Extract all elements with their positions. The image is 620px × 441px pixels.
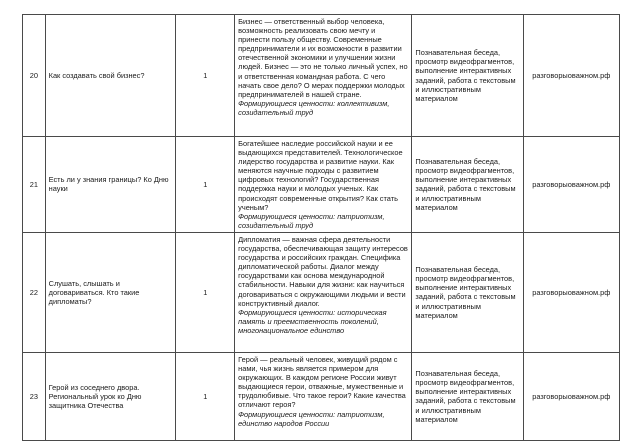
content-values: Формирующиеся ценности: патриотизм, единство народов России: [238, 409, 385, 428]
lesson-content: [235, 232, 412, 352]
lesson-forms: Познавательная беседа, просмотр видеофрагментов, выполнение интерактивных заданий, работа с текстовым и иллюстративным материалом: [412, 352, 523, 440]
lesson-resource: разговорыоважном.рф: [523, 352, 620, 440]
content-values: Формирующиеся ценности: историческая память и преемственность поколений, многонациональное единство: [238, 307, 387, 335]
content-description: Герой — реальный человек, живущий рядом с нами, чья жизнь является примером для окружающих. В каждом регионе России живут выдающиеся герои, отважные, мужественные и трудолюбивые. Что такое герои? Какие качества отличают героя?: [238, 354, 406, 410]
table-row: [23, 232, 620, 352]
lesson-content: [235, 15, 412, 137]
lesson-topic: Герой из соседнего двора. Региональный урок ко Дню защитника Отечества: [45, 352, 176, 440]
lesson-resource: разговорыоважном.рф: [523, 232, 620, 352]
table-row: [23, 352, 620, 440]
content-values: Формирующиеся ценности: коллективизм, созидательный труд: [238, 98, 390, 117]
lesson-number: 21: [23, 137, 46, 233]
lesson-forms: Познавательная беседа, просмотр видеофрагментов, выполнение интерактивных заданий, работа с текстовым и иллюстративным материалом: [412, 15, 523, 137]
content-values: Формирующиеся ценности: патриотизм, созидательный труд: [238, 211, 385, 230]
lesson-hours: 1: [176, 232, 235, 352]
lesson-topic: Как создавать свой бизнес?: [45, 15, 176, 137]
table-row: [23, 15, 620, 137]
lesson-resource: разговорыоважном.рф: [523, 137, 620, 233]
lesson-content: [235, 352, 412, 440]
lesson-hours: 1: [176, 137, 235, 233]
lesson-topic: Есть ли у знания границы? Ко Дню науки: [45, 137, 176, 233]
table-row: [23, 137, 620, 233]
lesson-number: 23: [23, 352, 46, 440]
lesson-number: 22: [23, 232, 46, 352]
lesson-forms: Познавательная беседа, просмотр видеофрагментов, выполнение интерактивных заданий, работа с текстовым и иллюстративным материалом: [412, 232, 523, 352]
lesson-resource: разговорыоважном.рф: [523, 15, 620, 137]
content-description: Бизнес — ответственный выбор человека, возможность реализовать свою мечту и принести пользу обществу. Современные предприниматели и их возможности в развитии отечественной экономики и улучшении жизни людей. Бизнес — это не только личный успех, но и ответственная командная работа. С чего начать свое дело? О мерах поддержки молодых предпринимателей в нашей стране.: [238, 17, 408, 99]
lesson-content: [235, 137, 412, 233]
lesson-hours: 1: [176, 352, 235, 440]
content-description: Богатейшее наследие российской науки и ее выдающихся представителей. Технологическое лидерство государства и развитие науки. Как меняются научные подходы с развитием цифровых технологий? Государственная поддержка науки и молодых ученых. Как происходят современные открытия? Как стать ученым?: [238, 139, 403, 212]
lesson-hours: 1: [176, 15, 235, 137]
lesson-plan-table: [22, 14, 620, 441]
lesson-topic: Слушать, слышать и договариваться. Кто такие дипломаты?: [45, 232, 176, 352]
lesson-forms: Познавательная беседа, просмотр видеофрагментов, выполнение интерактивных заданий, работа с текстовым и иллюстративным материалом: [412, 137, 523, 233]
content-description: Дипломатия — важная сфера деятельности государства, обеспечивающая защиту интересов государства и российских граждан. Специфика дипломатической работы. Диалог между государствами как основа международной стабильности. Навыки для жизни: как научиться договариваться с окружающими людьми и вести конструктивный диалог.: [238, 234, 408, 308]
lesson-number: 20: [23, 15, 46, 137]
